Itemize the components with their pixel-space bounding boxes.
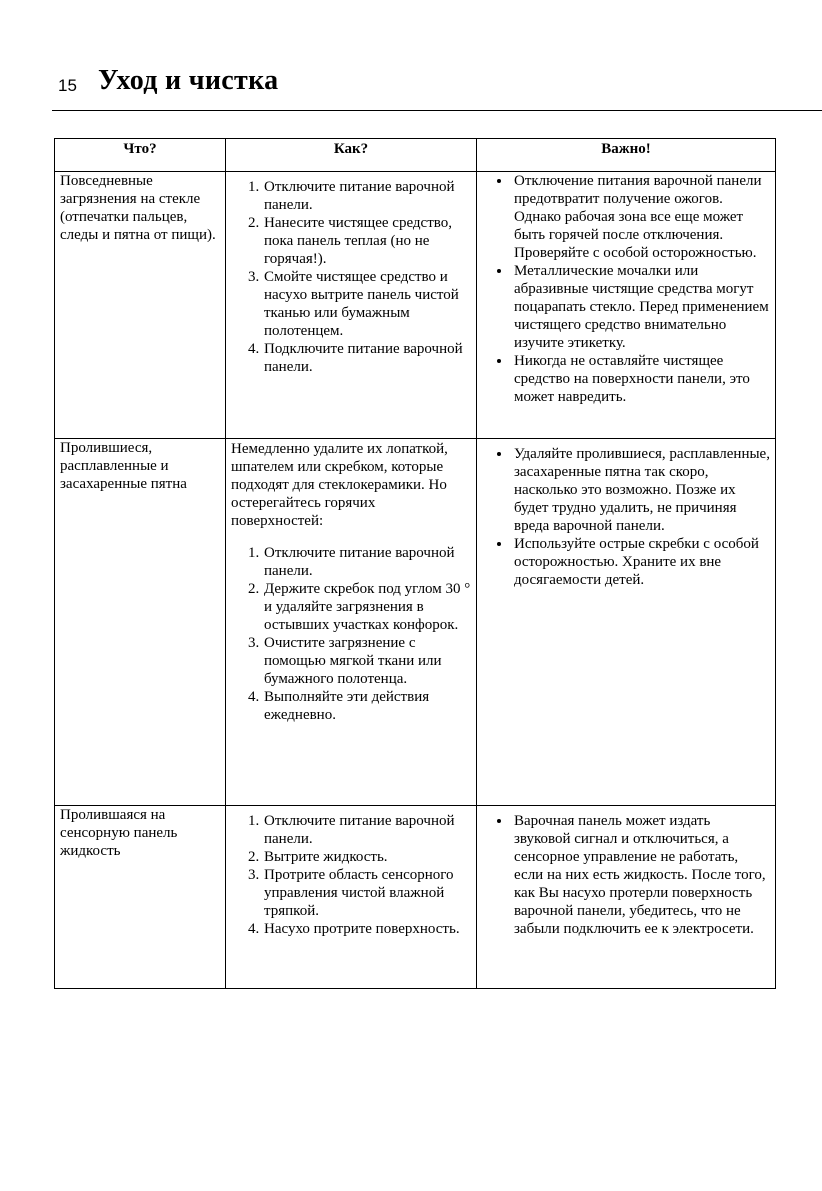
cell-what: Повседневные загрязнения на стекле (отпечатки пальцев, следы и пятна от пищи). xyxy=(55,172,226,439)
cell-how xyxy=(226,172,477,439)
how-step: 1. Отключите питание варочной панели. xyxy=(263,812,471,848)
cell-important xyxy=(477,439,776,806)
cell-how xyxy=(226,439,477,806)
how-intro: Немедленно удалите их лопаткой, шпателем или скребком, которые подходят для стеклокерамики. Но остерегайтесь горячих поверхностей: xyxy=(231,441,448,529)
column-header-how: Как? xyxy=(226,139,477,172)
important-notes-list xyxy=(482,172,770,406)
how-step: 2. Нанесите чистящее средство, пока панель теплая (но не горячая!). xyxy=(263,214,471,268)
important-note: • Используйте острые скребки с особой осторожностью. Храните их вне досягаемости детей. xyxy=(512,535,770,589)
how-step: 2. Держите скребок под углом 30 ° и удаляйте загрязнения в остывших участках конфорок. xyxy=(263,580,471,634)
how-steps-list xyxy=(231,178,471,376)
table-header-row xyxy=(55,139,776,172)
how-step: 3. Очистите загрязнение с помощью мягкой ткани или бумажного полотенца. xyxy=(263,634,471,688)
important-notes-list xyxy=(482,812,770,938)
page-title: Уход и чистка xyxy=(98,65,279,96)
important-note: • Никогда не оставляйте чистящее средство на поверхности панели, это может навредить. xyxy=(512,352,770,406)
header-divider xyxy=(52,110,822,111)
how-step: 3. Смойте чистящее средство и насухо вытрите панель чистой тканью или бумажным полотенцем. xyxy=(263,268,471,340)
cell-important xyxy=(477,172,776,439)
how-step: 1. Отключите питание варочной панели. xyxy=(263,178,471,214)
table-row xyxy=(55,172,776,439)
important-note: • Удаляйте пролившиеся, расплавленные, засахаренные пятна так скоро, насколько это возможно. Позже их будет трудно удалить, не причиняя вреда варочной панели. xyxy=(512,445,770,535)
cleaning-table xyxy=(54,138,776,989)
how-step: 1. Отключите питание варочной панели. xyxy=(263,544,471,580)
table-row xyxy=(55,439,776,806)
page-number: 15 xyxy=(58,76,77,95)
important-note: • Отключение питания варочной панели предотвратит получение ожогов. Однако рабочая зона все еще может быть горячей после отключения. Проверяйте с особой осторожностью. xyxy=(512,172,770,262)
how-step: 2. Вытрите жидкость. xyxy=(263,848,471,866)
cell-what: Пролившиеся, расплавленные и засахаренные пятна xyxy=(55,439,226,806)
how-steps-list xyxy=(231,544,471,724)
column-header-important: Важно! xyxy=(477,139,776,172)
how-step: 3. Протрите область сенсорного управления чистой влажной тряпкой. xyxy=(263,866,471,920)
table-row xyxy=(55,806,776,989)
cell-what: Пролившаяся на сенсорную панель жидкость xyxy=(55,806,226,989)
column-header-what: Что? xyxy=(55,139,226,172)
how-step: 4. Насухо протрите поверхность. xyxy=(263,920,471,938)
cell-important xyxy=(477,806,776,989)
important-note: • Металлические мочалки или абразивные чистящие средства могут поцарапать стекло. Перед применением чистящего средство внимательно изучите этикетку. xyxy=(512,262,770,352)
how-step: 4. Подключите питание варочной панели. xyxy=(263,340,471,376)
how-steps-list xyxy=(231,812,471,938)
important-notes-list xyxy=(482,445,770,589)
how-step: 4. Выполняйте эти действия ежедневно. xyxy=(263,688,471,724)
important-note: • Варочная панель может издать звуковой сигнал и отключиться, а сенсорное управление не работать, если на них есть жидкость. После того, как Вы насухо протерли поверхность варочной панели, убедитесь, что не забыли подключить ее к электросети. xyxy=(512,812,770,938)
cell-how xyxy=(226,806,477,989)
